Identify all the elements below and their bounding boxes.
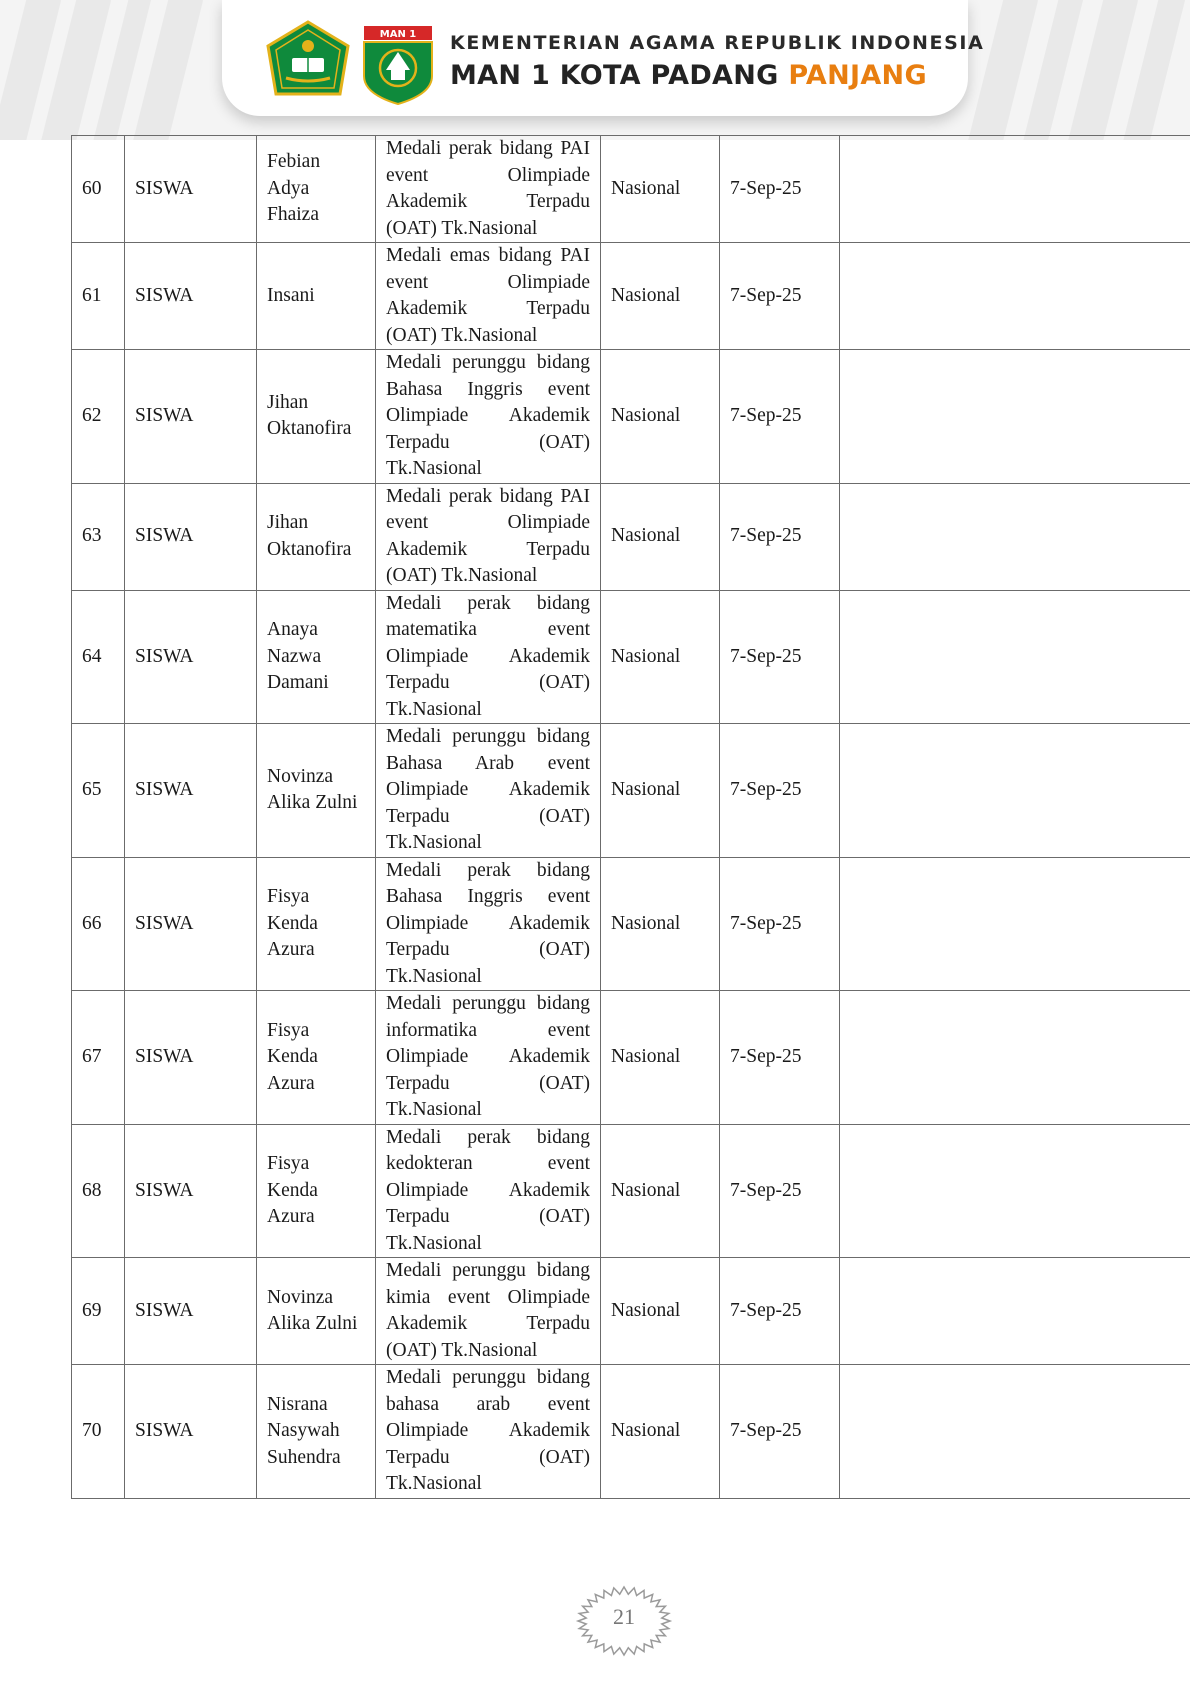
row-level: Nasional [601,1258,720,1365]
row-number: 70 [72,1365,125,1499]
row-notes [840,483,1190,590]
row-achievement: Medali perunggu bidang Bahasa Arab event Olimpiade Akademik Terpadu (OAT) Tk.Nasional [376,724,601,858]
row-date: 7-Sep-25 [720,350,840,484]
row-name: Anaya Nazwa Damani [257,590,376,724]
row-number: 67 [72,991,125,1125]
row-category: SISWA [125,350,257,484]
row-achievement: Medali perunggu bidang Bahasa Inggris event Olimpiade Akademik Terpadu (OAT) Tk.Nasional [376,350,601,484]
row-category: SISWA [125,724,257,858]
row-level: Nasional [601,483,720,590]
row-notes [840,724,1190,858]
table-row [72,590,1190,724]
row-notes [840,136,1190,243]
table-row [72,243,1190,350]
row-achievement: Medali perunggu bidang bahasa arab event Olimpiade Akademik Terpadu (OAT) Tk.Nasional [376,1365,601,1499]
row-date: 7-Sep-25 [720,857,840,991]
row-name: Febian Adya Fhaiza [257,136,376,243]
row-date: 7-Sep-25 [720,724,840,858]
row-name: Jihan Oktanofira [257,483,376,590]
row-name: Fisya Kenda Azura [257,1124,376,1258]
row-notes [840,991,1190,1125]
row-achievement: Medali perak bidang matematika event Olimpiade Akademik Terpadu (OAT) Tk.Nasional [376,590,601,724]
row-category: SISWA [125,857,257,991]
table-row [72,350,1190,484]
row-date: 7-Sep-25 [720,1124,840,1258]
row-number: 65 [72,724,125,858]
row-name: Novinza Alika Zulni [257,1258,376,1365]
row-category: SISWA [125,1365,257,1499]
row-name: Nisrana Nasywah Suhendra [257,1365,376,1499]
row-notes [840,590,1190,724]
row-number: 61 [72,243,125,350]
row-category: SISWA [125,136,257,243]
row-achievement: Medali perak bidang kedokteran event Olimpiade Akademik Terpadu (OAT) Tk.Nasional [376,1124,601,1258]
table-row [72,136,1190,243]
row-name: Novinza Alika Zulni [257,724,376,858]
row-level: Nasional [601,136,720,243]
row-achievement: Medali emas bidang PAI event Olimpiade Akademik Terpadu (OAT) Tk.Nasional [376,243,601,350]
table-row [72,724,1190,858]
kemenag-logo-icon [262,20,354,100]
row-notes [840,1124,1190,1258]
row-name: Fisya Kenda Azura [257,857,376,991]
row-level: Nasional [601,724,720,858]
row-date: 7-Sep-25 [720,483,840,590]
row-category: SISWA [125,1258,257,1365]
row-achievement: Medali perak bidang Bahasa Inggris event Olimpiade Akademik Terpadu (OAT) Tk.Nasional [376,857,601,991]
svg-text:MAN 1: MAN 1 [379,29,417,40]
row-notes [840,1365,1190,1499]
row-number: 69 [72,1258,125,1365]
row-level: Nasional [601,1124,720,1258]
row-number: 66 [72,857,125,991]
row-name: Fisya Kenda Azura [257,991,376,1125]
row-achievement: Medali perunggu bidang informatika event Olimpiade Akademik Terpadu (OAT) Tk.Nasional [376,991,601,1125]
row-achievement: Medali perunggu bidang kimia event Olimpiade Akademik Terpadu (OAT) Tk.Nasional [376,1258,601,1365]
row-notes [840,857,1190,991]
row-date: 7-Sep-25 [720,1258,840,1365]
table-row [72,1258,1190,1365]
row-date: 7-Sep-25 [720,590,840,724]
row-number: 63 [72,483,125,590]
row-category: SISWA [125,243,257,350]
table-row [72,1365,1190,1499]
row-category: SISWA [125,590,257,724]
header-ministry-name: KEMENTERIAN AGAMA REPUBLIK INDONESIA [450,32,985,54]
table-row [72,991,1190,1125]
row-level: Nasional [601,991,720,1125]
row-date: 7-Sep-25 [720,991,840,1125]
row-notes [840,350,1190,484]
man-logo-icon [360,24,436,106]
row-achievement: Medali perak bidang PAI event Olimpiade Akademik Terpadu (OAT) Tk.Nasional [376,136,601,243]
row-number: 64 [72,590,125,724]
table-row [72,857,1190,991]
row-notes [840,1258,1190,1365]
row-number: 60 [72,136,125,243]
row-level: Nasional [601,243,720,350]
row-date: 7-Sep-25 [720,1365,840,1499]
row-category: SISWA [125,483,257,590]
achievement-table [71,135,1190,1499]
row-category: SISWA [125,991,257,1125]
row-category: SISWA [125,1124,257,1258]
table-row [72,483,1190,590]
row-level: Nasional [601,857,720,991]
header-school-name: MAN 1 KOTA PADANG PANJANG [450,60,927,91]
page-number: 21 [613,1604,635,1629]
table-row [72,1124,1190,1258]
row-date: 7-Sep-25 [720,243,840,350]
row-achievement: Medali perak bidang PAI event Olimpiade Akademik Terpadu (OAT) Tk.Nasional [376,483,601,590]
row-name: Insani [257,243,376,350]
row-date: 7-Sep-25 [720,136,840,243]
row-notes [840,243,1190,350]
row-number: 68 [72,1124,125,1258]
row-number: 62 [72,350,125,484]
row-level: Nasional [601,350,720,484]
row-name: Jihan Oktanofira [257,350,376,484]
row-level: Nasional [601,590,720,724]
row-level: Nasional [601,1365,720,1499]
